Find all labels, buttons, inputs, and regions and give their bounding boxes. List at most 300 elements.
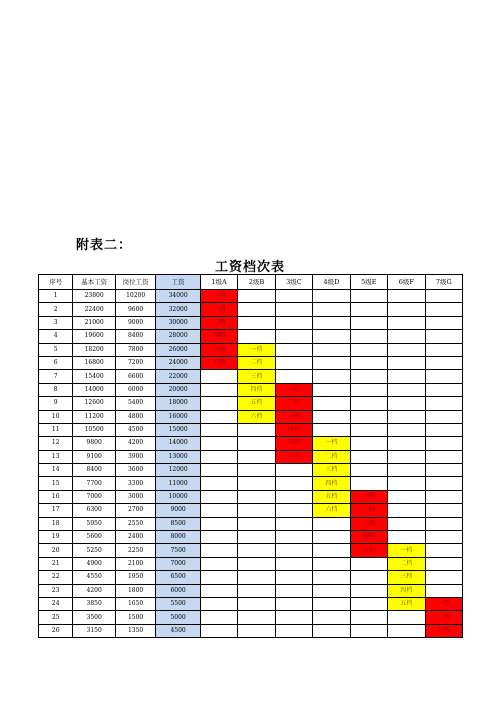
table-row: [39, 531, 463, 544]
cell-grade-3: [275, 531, 312, 544]
cell-grade-2: [238, 584, 275, 597]
cell-grade-3: [275, 504, 312, 517]
cell-grade-1: [200, 423, 237, 436]
table-title: 工资档次表: [214, 260, 285, 275]
cell-grade-2: [238, 571, 275, 584]
table-row: [39, 316, 463, 329]
cell-post-salary: 7800: [115, 343, 155, 356]
cell-grade-1: [200, 477, 237, 490]
cell-post-salary: 3000: [115, 490, 155, 503]
cell-grade-1: 六档: [200, 356, 237, 369]
cell-grade-4: [313, 611, 350, 624]
cell-index: 10: [39, 410, 73, 423]
cell-grade-4: 三档: [313, 464, 350, 477]
cell-base-salary: 19600: [73, 330, 116, 343]
cell-grade-6: [388, 437, 425, 450]
cell-grade-5: [350, 316, 387, 329]
table-row: [39, 383, 463, 396]
table-row: [39, 330, 463, 343]
cell-wage: 6000: [156, 584, 201, 597]
cell-grade-3: [275, 557, 312, 570]
cell-grade-4: [313, 410, 350, 423]
cell-grade-4: [313, 624, 350, 637]
cell-base-salary: 23800: [73, 290, 116, 303]
cell-grade-7: [425, 490, 463, 503]
cell-grade-5: [350, 330, 387, 343]
cell-grade-3: [275, 343, 312, 356]
cell-base-salary: 8400: [73, 464, 116, 477]
cell-base-salary: 10500: [73, 423, 116, 436]
cell-grade-3: 二档: [275, 397, 312, 410]
cell-base-salary: 22400: [73, 303, 116, 316]
cell-grade-2: [238, 330, 275, 343]
cell-post-salary: 4800: [115, 410, 155, 423]
table-row: [39, 397, 463, 410]
table-row: [39, 517, 463, 530]
cell-grade-1: [200, 504, 237, 517]
table-row: [39, 410, 463, 423]
table-row: [39, 370, 463, 383]
cell-index: 14: [39, 464, 73, 477]
cell-grade-6: 二档: [388, 557, 425, 570]
cell-wage: 5500: [156, 597, 201, 610]
cell-post-salary: 9600: [115, 303, 155, 316]
cell-post-salary: 4500: [115, 423, 155, 436]
cell-base-salary: 9800: [73, 437, 116, 450]
cell-grade-1: [200, 410, 237, 423]
cell-post-salary: 6000: [115, 383, 155, 396]
cell-wage: 6500: [156, 571, 201, 584]
cell-index: 23: [39, 584, 73, 597]
cell-grade-7: [425, 370, 463, 383]
cell-grade-5: 五档: [350, 544, 387, 557]
cell-base-salary: 4550: [73, 571, 116, 584]
cell-grade-3: 五档: [275, 437, 312, 450]
cell-grade-7: 三档: [425, 624, 463, 637]
table-row: [39, 490, 463, 503]
cell-base-salary: 5950: [73, 517, 116, 530]
cell-post-salary: 6600: [115, 370, 155, 383]
col-header-grade-1: 1级A: [200, 275, 237, 290]
cell-grade-3: [275, 356, 312, 369]
cell-grade-2: [238, 531, 275, 544]
cell-grade-4: [313, 517, 350, 530]
cell-grade-5: [350, 356, 387, 369]
col-header-grade-3: 3级C: [275, 275, 312, 290]
cell-grade-7: [425, 343, 463, 356]
cell-wage: 7500: [156, 544, 201, 557]
cell-grade-3: [275, 584, 312, 597]
cell-grade-1: [200, 490, 237, 503]
cell-post-salary: 10200: [115, 290, 155, 303]
table-row: [39, 544, 463, 557]
cell-grade-7: [425, 410, 463, 423]
cell-grade-7: [425, 316, 463, 329]
cell-wage: 5000: [156, 611, 201, 624]
cell-grade-3: [275, 571, 312, 584]
cell-grade-7: [425, 557, 463, 570]
cell-grade-2: 二档: [238, 356, 275, 369]
cell-grade-6: [388, 517, 425, 530]
cell-grade-2: [238, 624, 275, 637]
cell-index: 21: [39, 557, 73, 570]
cell-grade-1: [200, 624, 237, 637]
cell-grade-3: [275, 624, 312, 637]
cell-grade-7: [425, 504, 463, 517]
cell-wage: 10000: [156, 490, 201, 503]
cell-grade-6: [388, 397, 425, 410]
cell-base-salary: 5600: [73, 531, 116, 544]
cell-grade-1: [200, 397, 237, 410]
cell-grade-1: [200, 370, 237, 383]
cell-grade-6: 一档: [388, 544, 425, 557]
cell-grade-4: [313, 544, 350, 557]
cell-base-salary: 4200: [73, 584, 116, 597]
cell-grade-7: [425, 464, 463, 477]
cell-post-salary: 8400: [115, 330, 155, 343]
cell-index: 8: [39, 383, 73, 396]
cell-grade-3: [275, 464, 312, 477]
cell-grade-2: [238, 490, 275, 503]
cell-grade-7: [425, 450, 463, 463]
cell-grade-2: [238, 437, 275, 450]
cell-wage: 8000: [156, 531, 201, 544]
cell-wage: 7000: [156, 557, 201, 570]
cell-wage: 13000: [156, 450, 201, 463]
cell-grade-6: [388, 611, 425, 624]
cell-grade-3: [275, 597, 312, 610]
cell-grade-1: [200, 450, 237, 463]
cell-grade-6: [388, 410, 425, 423]
cell-base-salary: 18200: [73, 343, 116, 356]
cell-post-salary: 1800: [115, 584, 155, 597]
cell-grade-3: [275, 370, 312, 383]
cell-index: 20: [39, 544, 73, 557]
cell-grade-7: [425, 477, 463, 490]
cell-grade-4: [313, 584, 350, 597]
cell-index: 4: [39, 330, 73, 343]
cell-grade-4: 六档: [313, 504, 350, 517]
cell-base-salary: 7700: [73, 477, 116, 490]
cell-index: 26: [39, 624, 73, 637]
cell-base-salary: 11200: [73, 410, 116, 423]
cell-grade-2: [238, 597, 275, 610]
cell-grade-2: [238, 504, 275, 517]
cell-grade-4: [313, 290, 350, 303]
cell-grade-7: [425, 330, 463, 343]
cell-grade-2: 六档: [238, 410, 275, 423]
cell-grade-7: [425, 423, 463, 436]
col-header-grade-4: 4级D: [313, 275, 350, 290]
table-row: [39, 437, 463, 450]
cell-grade-1: 三档: [200, 316, 237, 329]
cell-grade-5: [350, 303, 387, 316]
cell-post-salary: 1500: [115, 611, 155, 624]
cell-grade-2: [238, 544, 275, 557]
cell-grade-7: [425, 584, 463, 597]
table-row: [39, 611, 463, 624]
cell-grade-5: [350, 290, 387, 303]
table-row: [39, 624, 463, 637]
cell-grade-5: [350, 477, 387, 490]
cell-grade-6: [388, 531, 425, 544]
cell-grade-4: 四档: [313, 477, 350, 490]
cell-grade-3: 三档: [275, 410, 312, 423]
cell-grade-2: [238, 557, 275, 570]
cell-index: 9: [39, 397, 73, 410]
cell-grade-4: [313, 597, 350, 610]
table-body: [39, 290, 463, 638]
cell-base-salary: 6300: [73, 504, 116, 517]
cell-grade-4: [313, 557, 350, 570]
col-header-base-salary: 基本工资: [73, 275, 116, 290]
cell-grade-2: [238, 464, 275, 477]
cell-index: 19: [39, 531, 73, 544]
cell-grade-4: [313, 397, 350, 410]
cell-grade-2: [238, 316, 275, 329]
cell-grade-1: [200, 383, 237, 396]
table-row: [39, 290, 463, 303]
cell-grade-2: [238, 611, 275, 624]
cell-grade-1: 五档: [200, 343, 237, 356]
cell-grade-2: [238, 477, 275, 490]
cell-post-salary: 1350: [115, 624, 155, 637]
cell-grade-1: 四档: [200, 330, 237, 343]
cell-index: 22: [39, 571, 73, 584]
cell-grade-5: [350, 423, 387, 436]
cell-grade-2: [238, 450, 275, 463]
col-header-grade-6: 6级F: [388, 275, 425, 290]
cell-grade-4: [313, 571, 350, 584]
cell-grade-3: [275, 477, 312, 490]
cell-grade-6: 四档: [388, 584, 425, 597]
cell-grade-6: [388, 490, 425, 503]
table-row: [39, 450, 463, 463]
cell-grade-7: [425, 290, 463, 303]
cell-wage: 15000: [156, 423, 201, 436]
table-row: [39, 343, 463, 356]
cell-grade-3: [275, 330, 312, 343]
table-row: [39, 356, 463, 369]
cell-grade-3: 四档: [275, 423, 312, 436]
cell-wage: 32000: [156, 303, 201, 316]
cell-grade-7: [425, 383, 463, 396]
cell-grade-7: [425, 303, 463, 316]
cell-base-salary: 3500: [73, 611, 116, 624]
cell-post-salary: 5400: [115, 397, 155, 410]
col-header-post-salary: 岗位工资: [115, 275, 155, 290]
cell-base-salary: 7000: [73, 490, 116, 503]
cell-grade-6: [388, 383, 425, 396]
cell-base-salary: 21000: [73, 316, 116, 329]
cell-post-salary: 2250: [115, 544, 155, 557]
cell-grade-6: [388, 464, 425, 477]
cell-index: 6: [39, 356, 73, 369]
cell-post-salary: 3600: [115, 464, 155, 477]
cell-index: 5: [39, 343, 73, 356]
cell-grade-7: 一档: [425, 597, 463, 610]
cell-grade-6: [388, 504, 425, 517]
wage-grade-table: [38, 274, 463, 638]
cell-post-salary: 7200: [115, 356, 155, 369]
cell-index: 16: [39, 490, 73, 503]
cell-grade-5: [350, 437, 387, 450]
cell-index: 18: [39, 517, 73, 530]
cell-grade-6: [388, 450, 425, 463]
table-row: [39, 464, 463, 477]
cell-grade-5: [350, 571, 387, 584]
cell-grade-4: 五档: [313, 490, 350, 503]
cell-grade-6: [388, 477, 425, 490]
cell-post-salary: 9000: [115, 316, 155, 329]
cell-grade-3: 一档: [275, 383, 312, 396]
cell-wage: 20000: [156, 383, 201, 396]
cell-grade-4: 二档: [313, 450, 350, 463]
cell-grade-2: [238, 303, 275, 316]
cell-grade-3: [275, 611, 312, 624]
cell-base-salary: 14000: [73, 383, 116, 396]
cell-grade-6: [388, 423, 425, 436]
cell-grade-4: [313, 330, 350, 343]
cell-grade-6: 三档: [388, 571, 425, 584]
cell-grade-1: [200, 544, 237, 557]
cell-grade-2: [238, 517, 275, 530]
cell-grade-1: [200, 531, 237, 544]
col-header-wage: 工资: [156, 275, 201, 290]
cell-grade-5: [350, 410, 387, 423]
cell-grade-6: [388, 316, 425, 329]
cell-grade-5: [350, 611, 387, 624]
cell-grade-1: [200, 571, 237, 584]
cell-grade-5: [350, 343, 387, 356]
cell-wage: 22000: [156, 370, 201, 383]
cell-grade-1: 二档: [200, 303, 237, 316]
cell-post-salary: 2550: [115, 517, 155, 530]
cell-index: 2: [39, 303, 73, 316]
cell-wage: 18000: [156, 397, 201, 410]
cell-grade-2: 五档: [238, 397, 275, 410]
cell-grade-5: [350, 597, 387, 610]
cell-wage: 28000: [156, 330, 201, 343]
cell-wage: 14000: [156, 437, 201, 450]
cell-grade-6: [388, 356, 425, 369]
cell-grade-6: [388, 290, 425, 303]
cell-grade-3: [275, 303, 312, 316]
cell-grade-5: [350, 450, 387, 463]
cell-grade-7: 二档: [425, 611, 463, 624]
cell-grade-7: [425, 544, 463, 557]
cell-wage: 34000: [156, 290, 201, 303]
cell-grade-4: [313, 423, 350, 436]
cell-grade-5: [350, 370, 387, 383]
cell-grade-1: [200, 464, 237, 477]
cell-wage: 24000: [156, 356, 201, 369]
cell-grade-3: [275, 316, 312, 329]
col-header-grade-5: 5级E: [350, 275, 387, 290]
cell-grade-5: [350, 584, 387, 597]
cell-grade-2: 四档: [238, 383, 275, 396]
cell-post-salary: 3900: [115, 450, 155, 463]
cell-grade-1: [200, 597, 237, 610]
cell-grade-4: [313, 316, 350, 329]
cell-grade-1: [200, 437, 237, 450]
cell-grade-5: 三档: [350, 517, 387, 530]
table-row: [39, 504, 463, 517]
cell-grade-7: [425, 531, 463, 544]
cell-wage: 30000: [156, 316, 201, 329]
cell-grade-6: [388, 330, 425, 343]
cell-grade-7: [425, 437, 463, 450]
table-row: [39, 477, 463, 490]
cell-grade-5: [350, 383, 387, 396]
cell-post-salary: 2400: [115, 531, 155, 544]
cell-wage: 12000: [156, 464, 201, 477]
cell-wage: 9000: [156, 504, 201, 517]
cell-index: 13: [39, 450, 73, 463]
cell-grade-6: [388, 370, 425, 383]
col-header-grade-7: 7级G: [425, 275, 463, 290]
cell-index: 11: [39, 423, 73, 436]
cell-grade-5: 四档: [350, 531, 387, 544]
cell-grade-3: [275, 517, 312, 530]
col-header-grade-2: 2级B: [238, 275, 275, 290]
cell-grade-5: 一档: [350, 490, 387, 503]
cell-grade-5: [350, 557, 387, 570]
table-row: [39, 597, 463, 610]
table-row: [39, 571, 463, 584]
cell-grade-6: [388, 303, 425, 316]
cell-grade-1: 一档: [200, 290, 237, 303]
cell-grade-3: [275, 544, 312, 557]
cell-grade-7: [425, 397, 463, 410]
cell-grade-2: [238, 423, 275, 436]
cell-wage: 11000: [156, 477, 201, 490]
cell-grade-6: 五档: [388, 597, 425, 610]
header-row: [39, 275, 463, 290]
cell-grade-4: [313, 356, 350, 369]
appendix-heading: 附表二：: [76, 238, 133, 253]
cell-grade-4: [313, 370, 350, 383]
table-row: [39, 423, 463, 436]
cell-post-salary: 2700: [115, 504, 155, 517]
cell-index: 15: [39, 477, 73, 490]
cell-post-salary: 2100: [115, 557, 155, 570]
cell-post-salary: 1950: [115, 571, 155, 584]
cell-grade-5: [350, 464, 387, 477]
cell-wage: 8500: [156, 517, 201, 530]
cell-wage: 4500: [156, 624, 201, 637]
cell-grade-2: 三档: [238, 370, 275, 383]
table-row: [39, 584, 463, 597]
cell-grade-4: [313, 383, 350, 396]
cell-grade-1: [200, 584, 237, 597]
cell-post-salary: 4200: [115, 437, 155, 450]
cell-post-salary: 3300: [115, 477, 155, 490]
cell-grade-6: [388, 624, 425, 637]
cell-grade-1: [200, 557, 237, 570]
cell-base-salary: 9100: [73, 450, 116, 463]
cell-grade-3: [275, 290, 312, 303]
cell-grade-4: [313, 531, 350, 544]
cell-grade-1: [200, 611, 237, 624]
cell-wage: 16000: [156, 410, 201, 423]
cell-base-salary: 12600: [73, 397, 116, 410]
cell-base-salary: 5250: [73, 544, 116, 557]
col-header-index: 序号: [39, 275, 73, 290]
cell-index: 24: [39, 597, 73, 610]
cell-grade-6: [388, 343, 425, 356]
cell-grade-7: [425, 571, 463, 584]
